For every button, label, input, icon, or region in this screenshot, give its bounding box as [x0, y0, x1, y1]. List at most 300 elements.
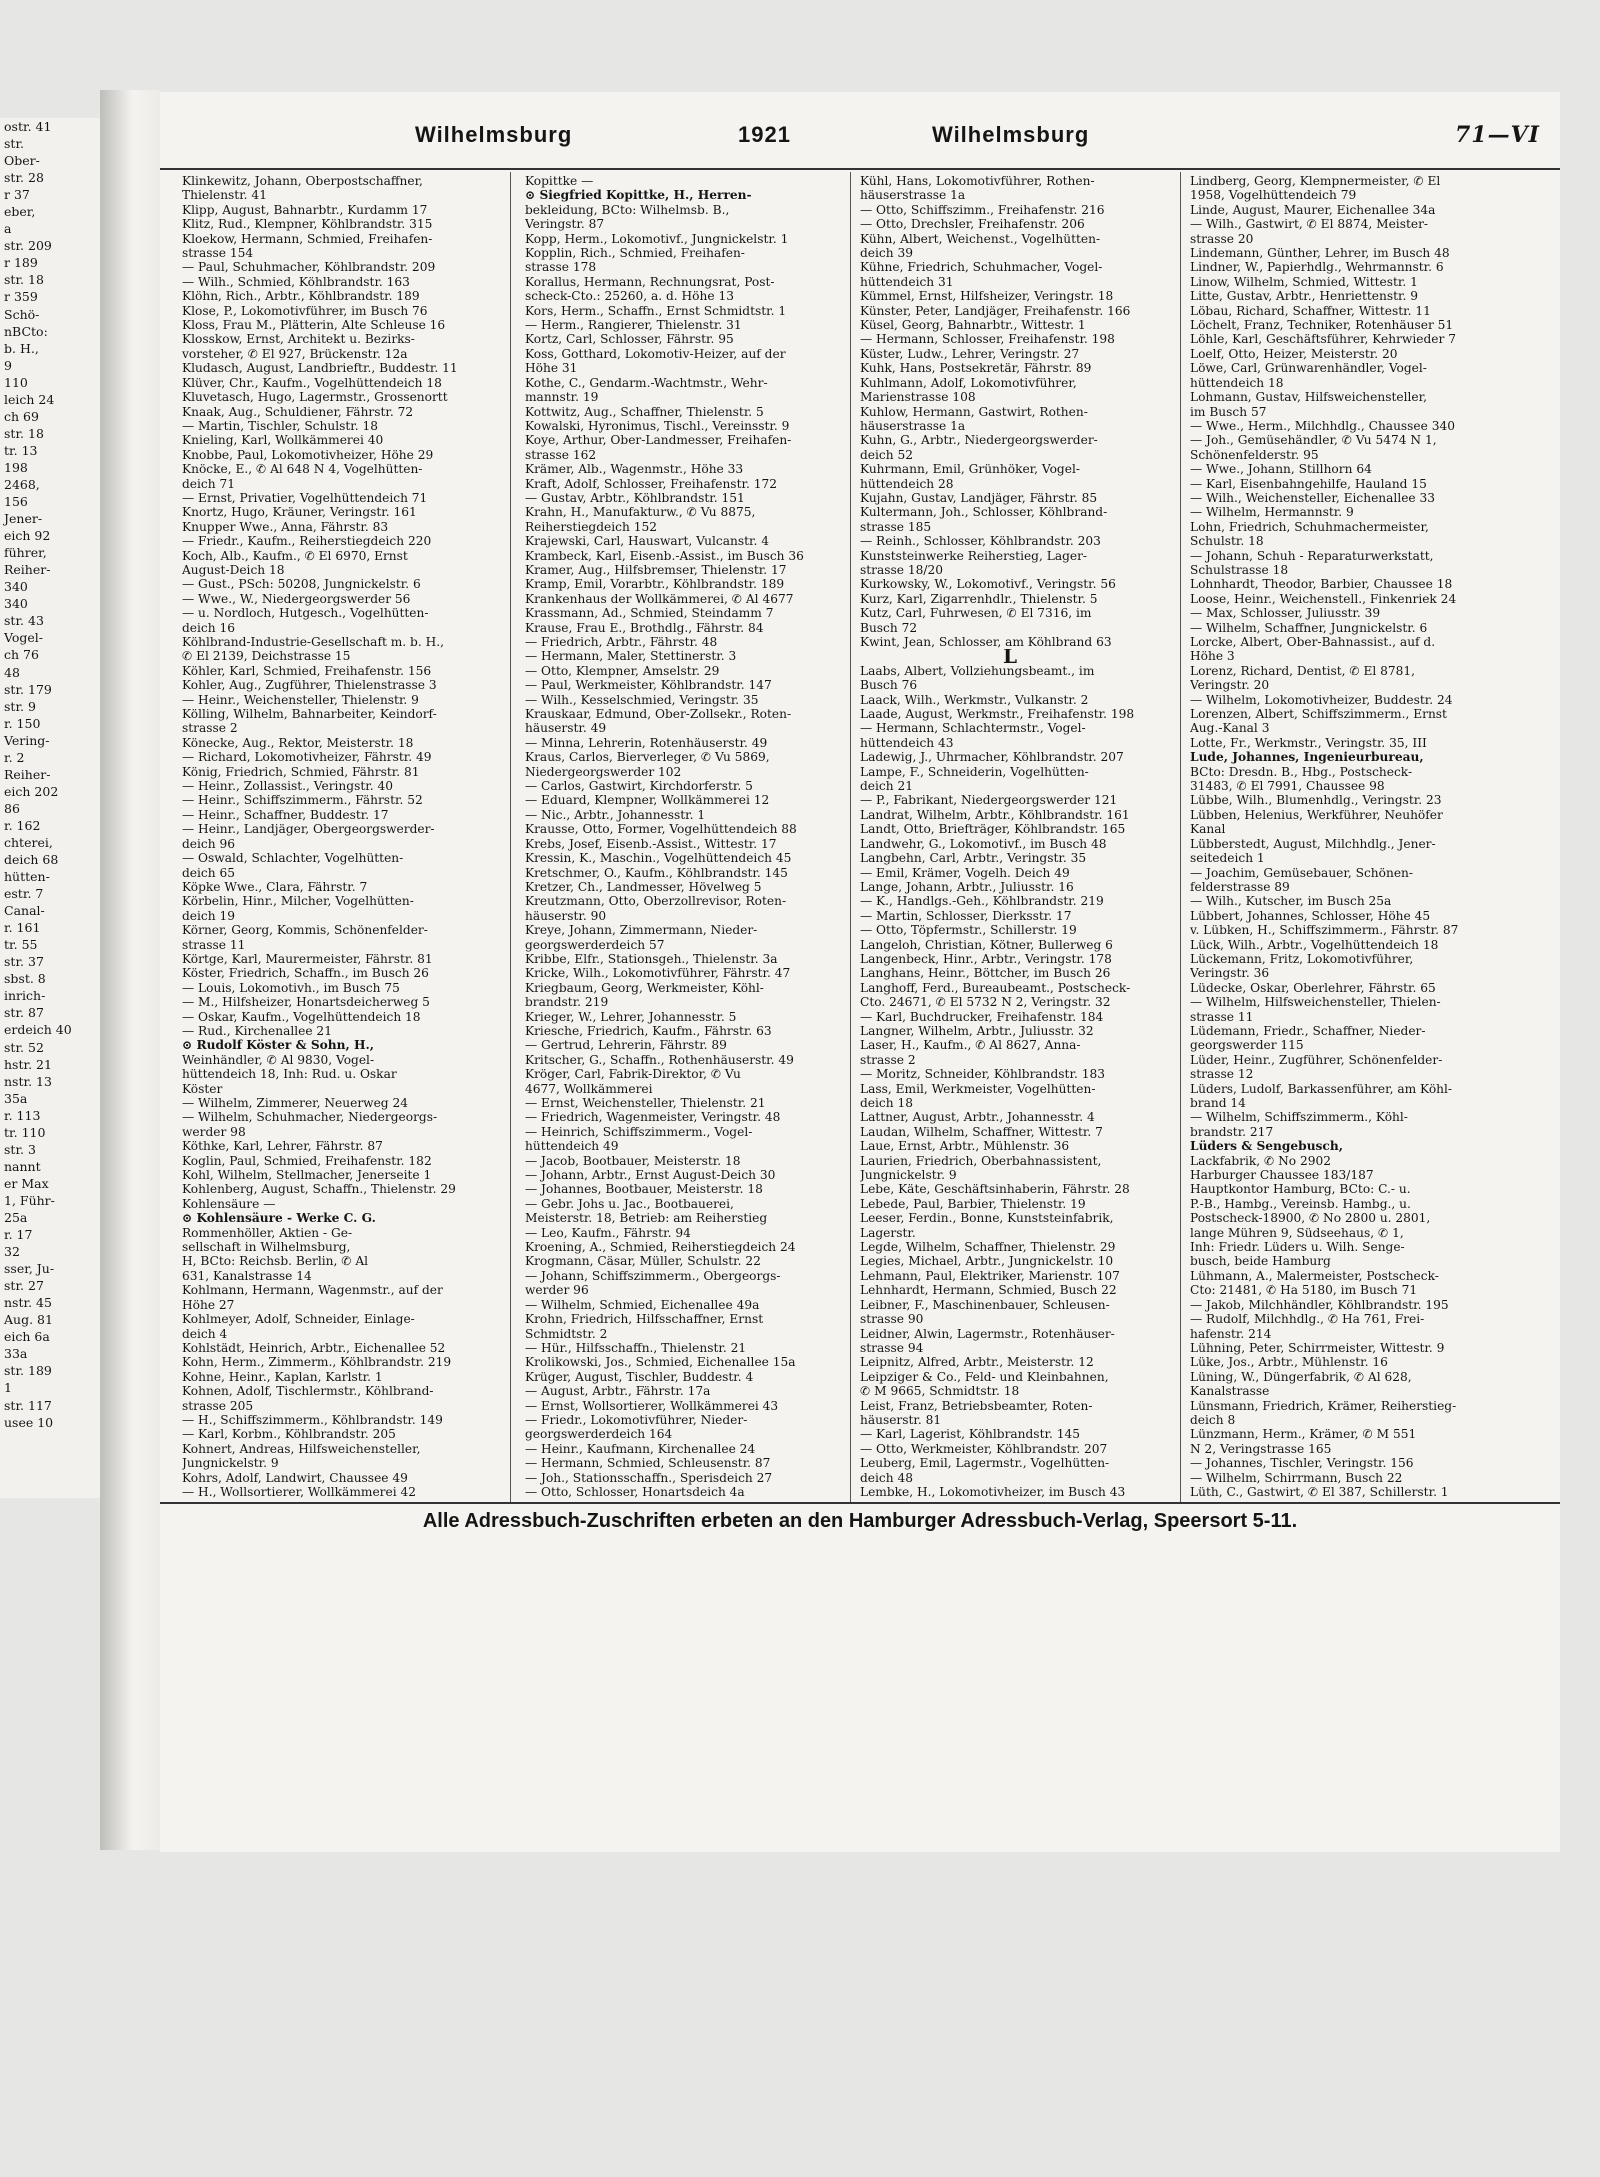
directory-entry-line: Lackfabrik, ✆ No 2902 — [1190, 1153, 1331, 1168]
directory-entry-line: strasse 205 — [182, 1398, 254, 1413]
directory-entry-line: deich 71 — [182, 476, 235, 491]
directory-entry-line: Kuhk, Hans, Postsekretär, Fährstr. 89 — [860, 361, 1092, 376]
directory-entry-line: Kultermann, Joh., Schlosser, Köhlbrand- — [860, 505, 1108, 520]
directory-entry-line: P.-B., Hambg., Vereinsb. Hambg., u. — [1190, 1196, 1411, 1211]
directory-entry-line: Reiherstiegdeich 152 — [525, 519, 657, 534]
directory-entry-line: — Hermann, Schmied, Schleusenstr. 87 — [525, 1456, 771, 1471]
directory-entry-line: felderstrasse 89 — [1190, 879, 1290, 894]
fragment-line: nannt — [4, 1158, 41, 1174]
directory-entry-line: hüttendeich 49 — [525, 1139, 619, 1154]
directory-entry-line: — Ernst, Wollsortierer, Wollkämmerei 43 — [525, 1398, 779, 1413]
directory-entry-line: scheck-Cto.: 25260, a. d. Höhe 13 — [525, 289, 734, 304]
directory-entry-line: — u. Nordloch, Hutgesch., Vogelhütten- — [182, 606, 429, 621]
directory-entry-line: Kohlenberg, August, Schaffn., Thielenstr. 29 — [182, 1182, 456, 1197]
header-left-title: Wilhelmsburg — [415, 122, 573, 147]
directory-entry-line: Leipziger & Co., Feld- und Kleinbahnen, — [860, 1369, 1109, 1384]
directory-entry-line: Lotte, Fr., Werkmstr., Veringstr. 35, III — [1190, 735, 1427, 750]
fragment-line: 340 — [4, 579, 28, 595]
directory-entry-line: seitedeich 1 — [1190, 851, 1265, 866]
fragment-line: 198 — [4, 459, 28, 475]
fragment-line: eber, — [4, 204, 36, 220]
directory-entry-line: Lohmann, Gustav, Hilfsweichensteller, — [1190, 390, 1427, 405]
directory-entry-line: Knöcke, E., ✆ Al 648 N 4, Vogelhütten- — [182, 462, 423, 477]
directory-entry-line: Kohlmann, Hermann, Wagenmstr., auf der — [182, 1283, 443, 1298]
directory-entry-line: Kretschmer, O., Kaufm., Köhlbrandstr. 145 — [525, 865, 788, 880]
directory-entry-line: bekleidung, BCto: Wilhelmsb. B., — [525, 202, 730, 217]
directory-entry-line: vorsteher, ✆ El 927, Brückenstr. 12a — [182, 346, 408, 361]
directory-entry-line: Lübberstedt, August, Milchhdlg., Jener- — [1190, 836, 1436, 851]
fragment-line: nBCto: — [4, 323, 48, 339]
directory-entry-line: Veringstr. 36 — [1190, 966, 1270, 981]
fragment-line: tr. 110 — [4, 1124, 46, 1140]
directory-entry-line: Lühmann, A., Malermeister, Postscheck- — [1190, 1268, 1439, 1283]
directory-entry-line: — Max, Schlosser, Juliusstr. 39 — [1190, 606, 1381, 621]
fragment-line: eich 202 — [4, 783, 59, 799]
fragment-line: er Max — [4, 1175, 49, 1191]
directory-entry-line: Lattner, August, Arbtr., Johannesstr. 4 — [860, 1110, 1095, 1125]
directory-entry-line: Loose, Heinr., Weichenstell., Finkenriek 24 — [1190, 591, 1457, 606]
header-rule — [160, 168, 1560, 170]
fragment-line: eich 6a — [4, 1329, 50, 1345]
directory-entry-line: Kluvetasch, Hugo, Lagermstr., Grossenortt — [182, 390, 448, 405]
directory-entry-line: Löbau, Richard, Schaffner, Wittestr. 11 — [1190, 303, 1431, 318]
directory-entry-line: Kölling, Wilhelm, Bahnarbeiter, Keindorf- — [182, 707, 437, 722]
directory-entry-line: mannstr. 19 — [525, 390, 599, 405]
directory-entry-line: Klüver, Chr., Kaufm., Vogelhüttendeich 18 — [182, 375, 442, 390]
directory-entry-line: v. Lübken, H., Schiffszimmerm., Fährstr. 87 — [1190, 923, 1459, 938]
directory-entry-line: ⊙ Rudolf Köster & Sohn, H., — [182, 1038, 374, 1053]
directory-entry-line: Krolikowski, Jos., Schmied, Eichenallee 15a — [525, 1355, 796, 1370]
directory-entry-line: hüttendeich 18, Inh: Rud. u. Oskar — [182, 1067, 397, 1082]
directory-entry-line: Köhler, Karl, Schmied, Freihafenstr. 156 — [182, 663, 432, 678]
fragment-line: inrich- — [4, 988, 46, 1004]
directory-entry-line: Kutz, Carl, Fuhrwesen, ✆ El 7316, im — [860, 606, 1092, 621]
directory-entry-line: — Moritz, Schneider, Köhlbrandstr. 183 — [860, 1067, 1105, 1082]
directory-entry-line: — Wilh., Schmied, Köhlbrandstr. 163 — [182, 274, 410, 289]
directory-entry-line: deich 19 — [182, 908, 235, 923]
directory-entry-line: werder 98 — [182, 1124, 246, 1139]
directory-entry-line: Kuhn, G., Arbtr., Niedergeorgswerder- — [860, 433, 1098, 448]
fragment-line: Canal- — [4, 903, 45, 919]
directory-entry-line: Krankenhaus der Wollkämmerei, ✆ Al 4677 — [525, 591, 794, 606]
directory-entry-line: Lorcke, Albert, Ober-Bahnassist., auf d. — [1190, 635, 1436, 649]
directory-entry-line: Lampe, F., Schneiderin, Vogelhütten- — [860, 764, 1089, 779]
directory-entry-line — [525, 1499, 825, 1500]
fragment-line: str. — [4, 136, 25, 152]
fragment-line: 9 — [4, 357, 12, 373]
directory-entry-line: Kraus, Carlos, Bierverleger, ✆ Vu 5869, — [525, 750, 770, 765]
directory-entry-line: Krämer, Alb., Wagenmstr., Höhe 33 — [525, 462, 744, 477]
directory-entry-line: Leeser, Ferdin., Bonne, Kunststeinfabrik, — [860, 1211, 1114, 1226]
directory-entry-line: — Friedr., Lokomotivführer, Nieder- — [525, 1412, 748, 1427]
directory-entry-line: — Wilhelm, Schmied, Eichenallee 49a — [525, 1297, 760, 1312]
fragment-line: tr. 55 — [4, 937, 38, 953]
column-1 — [182, 174, 482, 1500]
column-2 — [525, 174, 825, 1500]
directory-entry-line: Lüke, Jos., Arbtr., Mühlenstr. 16 — [1190, 1355, 1388, 1370]
directory-entry-line: Loelf, Otto, Heizer, Meisterstr. 20 — [1190, 346, 1398, 361]
directory-entry-line: — Heinr., Landjäger, Obergeorgswerder- — [182, 822, 435, 837]
directory-entry-line: Laurien, Friedrich, Oberbahnassistent, — [860, 1153, 1102, 1168]
fragment-line: a — [4, 221, 12, 237]
directory-entry-line: Langhoff, Ferd., Bureaubeamt., Postscheck- — [860, 980, 1131, 995]
directory-entry-line: — Heinr., Kaufmann, Kirchenallee 24 — [525, 1441, 756, 1456]
directory-entry-line: Lüder, Heinr., Zugführer, Schönenfelder- — [1190, 1052, 1443, 1067]
column-divider — [850, 172, 851, 1502]
directory-entry-line: brandstr. 219 — [525, 995, 609, 1010]
directory-entry-line: — Otto, Drechsler, Freihafenstr. 206 — [860, 217, 1085, 232]
directory-entry-line: — Wilh., Kutscher, im Busch 25a — [1190, 894, 1392, 909]
directory-entry-line: — August, Arbtr., Fährstr. 17a — [525, 1384, 711, 1399]
directory-entry-line: Lünsmann, Friedrich, Krämer, Reiherstieg- — [1190, 1398, 1457, 1413]
directory-entry-line: — Wwe., W., Niedergeorgswerder 56 — [182, 591, 411, 606]
directory-entry-line: — Minna, Lehrerin, Rotenhäuserstr. 49 — [525, 735, 768, 750]
directory-entry-line: häuserstr. 81 — [860, 1412, 942, 1427]
directory-entry-line: Kohlensäure — — [182, 1196, 276, 1211]
directory-entry-line: Köster — [182, 1081, 223, 1096]
directory-entry-line: Postscheck-18900, ✆ No 2800 u. 2801, — [1190, 1211, 1431, 1226]
directory-entry-line: Kothe, C., Gendarm.-Wachtmstr., Wehr- — [525, 375, 768, 390]
page-footer: Alle Adressbuch-Zuschriften erbeten an den Hamburger Adressbuch-Verlag, Speersort 5-11. — [422, 1510, 1298, 1532]
directory-entry-line: Lindberg, Georg, Klempnermeister, ✆ El — [1190, 174, 1441, 188]
directory-entry-line: Kohrs, Adolf, Landwirt, Chaussee 49 — [182, 1470, 408, 1485]
directory-entry-line: Langbehn, Carl, Arbtr., Veringstr. 35 — [860, 851, 1087, 866]
fragment-line: 32 — [4, 1244, 20, 1260]
directory-entry-line: Lühning, Peter, Schirrmeister, Wittestr. 9 — [1190, 1340, 1445, 1355]
directory-entry-line: — Karl, Buchdrucker, Freihafenstr. 184 — [860, 1009, 1104, 1024]
directory-entry-line — [860, 1499, 1160, 1500]
directory-entry-line: im Busch 57 — [1190, 404, 1267, 419]
fragment-line: usee 10 — [4, 1414, 54, 1430]
fragment-line: str. 87 — [4, 1005, 44, 1021]
directory-entry-line: Küsel, Georg, Bahnarbtr., Wittestr. 1 — [860, 318, 1086, 333]
directory-entry-line: deich 4 — [182, 1326, 228, 1341]
directory-entry-line: — Louis, Lokomotivh., im Busch 75 — [182, 980, 400, 995]
directory-entry-line: Landt, Otto, Briefträger, Köhlbrandstr. 165 — [860, 822, 1126, 837]
directory-entry-line: — Friedr., Kaufm., Reiherstiegdeich 220 — [182, 534, 432, 549]
directory-entry-line: — H., Schiffszimmerm., Köhlbrandstr. 149 — [182, 1412, 443, 1427]
fragment-line: r 359 — [4, 289, 38, 305]
fragment-line: str. 18 — [4, 272, 44, 288]
directory-entry-line: Kloekow, Hermann, Schmied, Freihafen- — [182, 231, 433, 246]
directory-entry-line: — Wilhelm, Hermannstr. 9 — [1190, 505, 1354, 520]
directory-entry-line: Klöhn, Rich., Arbtr., Köhlbrandstr. 189 — [182, 289, 420, 304]
fragment-line: str. 209 — [4, 238, 52, 254]
directory-entry-line: Höhe 27 — [182, 1297, 235, 1312]
fragment-line: ostr. 41 — [4, 119, 52, 134]
directory-entry-line: Leibner, F., Maschinenbauer, Schleusen- — [860, 1297, 1110, 1312]
directory-entry-line: Lünzmann, Herm., Krämer, ✆ M 551 — [1190, 1427, 1417, 1442]
directory-entry-line: Kühne, Friedrich, Schuhmacher, Vogel- — [860, 260, 1103, 275]
fragment-line: 2468, — [4, 476, 40, 492]
directory-entry-line: Lehnhardt, Hermann, Schmied, Busch 22 — [860, 1283, 1117, 1298]
directory-entry-line: Kopittke — — [525, 174, 594, 188]
fragment-line: Aug. 81 — [4, 1312, 53, 1328]
directory-entry-line: Kroening, A., Schmied, Reiherstiegdeich 24 — [525, 1240, 796, 1255]
directory-entry-line: — Wilhelm, Schaffner, Jungnickelstr. 6 — [1190, 620, 1428, 635]
footer-rule — [160, 1502, 1560, 1504]
directory-entry-line: Langeloh, Christian, Kötner, Bullerweg 6 — [860, 937, 1113, 952]
directory-entry-line: Krausse, Otto, Former, Vogelhüttendeich 88 — [525, 822, 797, 837]
directory-entry-line: Weinhändler, ✆ Al 9830, Vogel- — [182, 1052, 375, 1067]
directory-entry-line: 631, Kanalstrasse 14 — [182, 1268, 312, 1283]
directory-entry-line: 4677, Wollkämmerei — [525, 1081, 653, 1096]
directory-entry-line: Legies, Michael, Arbtr., Jungnickelstr. 10 — [860, 1254, 1114, 1269]
fragment-line: str. 52 — [4, 1039, 44, 1055]
directory-entry-line: Lück, Wilh., Arbtr., Vogelhüttendeich 18 — [1190, 937, 1439, 952]
directory-entry-line: Jungnickelstr. 9 — [182, 1456, 279, 1471]
fragment-line: 1, Führ- — [4, 1192, 55, 1208]
directory-entry-line: Koch, Alb., Kaufm., ✆ El 6970, Ernst — [182, 548, 408, 563]
directory-entry-line: BCto: Dresdn. B., Hbg., Postscheck- — [1190, 764, 1413, 779]
directory-entry-line: Kors, Herm., Schaffn., Ernst Schmidtstr. 1 — [525, 303, 787, 318]
adjacent-page-fragment — [0, 118, 102, 1498]
fragment-line: r. 2 — [4, 749, 25, 765]
directory-entry-line: — Wilhelm, Schiffszimmerm., Köhl- — [1190, 1110, 1408, 1125]
directory-entry-line: Knieling, Karl, Wollkämmerei 40 — [182, 433, 384, 448]
directory-entry-line: Kohn, Herm., Zimmerm., Köhlbrandstr. 219 — [182, 1355, 452, 1370]
fragment-line: 35a — [4, 1090, 28, 1106]
directory-entry-line: Kohlstädt, Heinrich, Arbtr., Eichenallee 52 — [182, 1340, 446, 1355]
column-divider — [510, 172, 511, 1502]
directory-entry-line: Kanal — [1190, 822, 1226, 837]
directory-entry-line: strasse 2 — [860, 1052, 916, 1067]
directory-entry-line: Knupper Wwe., Anna, Fährstr. 83 — [182, 519, 389, 534]
directory-entry-line: Lüning, W., Düngerfabrik, ✆ Al 628, — [1190, 1369, 1412, 1384]
directory-entry-line: — Heinr., Zollassist., Veringstr. 40 — [182, 779, 393, 794]
directory-entry-line: Löhle, Karl, Geschäftsführer, Kehrwieder 7 — [1190, 332, 1456, 347]
directory-entry-line: Veringstr. 87 — [525, 217, 605, 232]
directory-entry-line: — Johannes, Tischler, Veringstr. 156 — [1190, 1456, 1414, 1471]
directory-entry-line: Krohn, Friedrich, Hilfsschaffner, Ernst — [525, 1312, 764, 1327]
fragment-line: 110 — [4, 374, 28, 390]
directory-entry-line: Kriegbaum, Georg, Werkmeister, Köhl- — [525, 980, 764, 995]
fragment-line: sbst. 8 — [4, 971, 46, 987]
column-4 — [1190, 174, 1510, 1500]
directory-entry-line: Thielenstr. 41 — [182, 188, 267, 203]
directory-entry-line: — Heinrich, Schiffszimmerm., Vogel- — [525, 1124, 753, 1139]
directory-entry-line: Leidner, Alwin, Lagermstr., Rotenhäuser- — [860, 1326, 1115, 1341]
fragment-line: 25a — [4, 1210, 28, 1225]
directory-entry-line: Krambeck, Karl, Eisenb.-Assist., im Busch 36 — [525, 548, 804, 563]
directory-entry-line: strasse 20 — [1190, 231, 1254, 246]
directory-entry-line: — Johann, Schiffszimmerm., Obergeorgs- — [525, 1268, 781, 1283]
directory-entry-line: Kümmel, Ernst, Hilfsheizer, Veringstr. 18 — [860, 289, 1114, 304]
directory-entry-line: Leist, Franz, Betriebsbeamter, Roten- — [860, 1398, 1093, 1413]
directory-entry-line: Knobbe, Paul, Lokomotivheizer, Höhe 29 — [182, 447, 434, 462]
directory-entry-line: Krause, Frau E., Brothdlg., Fährstr. 84 — [525, 620, 764, 635]
fragment-line: Vering- — [4, 732, 50, 748]
directory-entry-line: — Jacob, Bootbauer, Meisterstr. 18 — [525, 1153, 741, 1168]
directory-entry-line: Kanalstrasse — [1190, 1384, 1270, 1399]
directory-entry-line: strasse 94 — [860, 1340, 924, 1355]
directory-entry-line: — Herm., Rangierer, Thielenstr. 31 — [525, 318, 742, 333]
directory-entry-line: deich 18 — [860, 1096, 913, 1110]
fragment-line: r. 161 — [4, 920, 41, 936]
directory-entry-line: Linow, Wilhelm, Schmied, Wittestr. 1 — [1190, 274, 1418, 289]
directory-entry-line: Kühn, Albert, Weichenst., Vogelhütten- — [860, 231, 1101, 246]
directory-entry-line: — Johann, Arbtr., Ernst August-Deich 30 — [525, 1168, 776, 1183]
directory-entry-line: Lückemann, Fritz, Lokomotivführer, — [1190, 951, 1414, 966]
directory-entry-line: Kriesche, Friedrich, Kaufm., Fährstr. 63 — [525, 1023, 772, 1038]
directory-entry-line: Busch 72 — [860, 620, 918, 635]
directory-entry-line: strasse 154 — [182, 246, 254, 261]
fragment-line: str. 43 — [4, 613, 44, 629]
directory-entry-line: — Hermann, Maler, Stettinerstr. 3 — [525, 649, 737, 664]
fragment-line: r. 17 — [4, 1227, 33, 1243]
fragment-line: erdeich 40 — [4, 1022, 72, 1038]
directory-entry-line: — Otto, Töpfermstr., Schillerstr. 19 — [860, 923, 1077, 938]
directory-entry-line: Höhe 31 — [525, 361, 578, 376]
fragment-line: ch 76 — [4, 647, 39, 663]
directory-entry-line: Körner, Georg, Kommis, Schönenfelder- — [182, 923, 428, 938]
directory-entry-line: — Heinr., Schiffszimmerm., Fährstr. 52 — [182, 793, 423, 808]
fragment-line: str. 9 — [4, 698, 36, 714]
directory-entry-line: hüttendeich 28 — [860, 476, 954, 491]
directory-entry-line: Krogmann, Cäsar, Müller, Schulstr. 22 — [525, 1254, 761, 1269]
directory-entry-line: Kreye, Johann, Zimmermann, Nieder- — [525, 923, 758, 938]
fragment-line: eich 92 — [4, 528, 51, 544]
directory-entry-line: Marienstrasse 108 — [860, 390, 976, 405]
directory-entry-line: — Ernst, Weichensteller, Thielenstr. 21 — [525, 1096, 766, 1110]
directory-entry-line: — Heinr., Weichensteller, Thielenstr. 9 — [182, 692, 419, 707]
directory-entry-line: Kohlmeyer, Adolf, Schneider, Einlage- — [182, 1312, 415, 1327]
directory-entry-line: Lindner, W., Papierhdlg., Wehrmannstr. 6 — [1190, 260, 1444, 275]
fragment-line: str. 3 — [4, 1141, 36, 1157]
page-header — [160, 122, 1560, 162]
fragment-line: r. 113 — [4, 1107, 41, 1123]
directory-entry-line: Legde, Wilhelm, Schaffner, Thielenstr. 29 — [860, 1240, 1116, 1255]
directory-entry-line: — Hür., Hilfsschaffn., Thielenstr. 21 — [525, 1340, 747, 1355]
directory-entry-line: Lohnhardt, Theodor, Barbier, Chaussee 18 — [1190, 577, 1453, 592]
header-year: 1921 — [738, 122, 791, 147]
directory-entry-line: — Friedrich, Arbtr., Fährstr. 48 — [525, 635, 718, 649]
directory-entry-line: werder 96 — [525, 1283, 589, 1298]
directory-entry-line: — H., Wollsortierer, Wollkämmerei 42 — [182, 1484, 416, 1499]
directory-entry-line: — Emil, Krämer, Vogelh. Deich 49 — [860, 865, 1070, 880]
directory-entry-line: Kludasch, August, Landbrieftr., Buddestr. 11 — [182, 361, 458, 376]
directory-entry-line: Körtge, Karl, Maurermeister, Fährstr. 81 — [182, 951, 433, 966]
fragment-line: leich 24 — [4, 391, 55, 407]
directory-entry-line: Langenbeck, Hinr., Arbtr., Veringstr. 178 — [860, 951, 1112, 966]
directory-entry-line: — Hermann, Schlosser, Freihafenstr. 198 — [860, 332, 1115, 347]
directory-entry-line: Lange, Johann, Arbtr., Juliusstr. 16 — [860, 879, 1074, 894]
directory-entry-line: H, BCto: Reichsb. Berlin, ✆ Al — [182, 1254, 369, 1269]
directory-entry-line: Kressin, K., Maschin., Vogelhüttendeich 45 — [525, 851, 792, 866]
directory-entry-line: Langhans, Heinr., Böttcher, im Busch 26 — [860, 966, 1111, 981]
directory-entry-line: Krieger, W., Lehrer, Johannesstr. 5 — [525, 1009, 737, 1024]
fragment-line: ch 69 — [4, 408, 39, 424]
directory-entry-line: Lebe, Käte, Geschäftsinhaberin, Fährstr. 28 — [860, 1182, 1130, 1197]
directory-entry-line: — Eduard, Klempner, Wollkämmerei 12 — [525, 793, 770, 808]
directory-entry-line: — Leo, Kaufm., Fährstr. 94 — [525, 1225, 691, 1240]
fragment-line: str. 18 — [4, 425, 44, 441]
directory-entry-line: Laack, Wilh., Werkmstr., Vulkanstr. 2 — [860, 692, 1089, 707]
directory-entry-line: — Wwe., Herm., Milchhdlg., Chaussee 340 — [1190, 418, 1455, 433]
directory-entry-line: — Johannes, Bootbauer, Meisterstr. 18 — [525, 1182, 763, 1197]
directory-entry-line: Lude, Johannes, Ingenieurbureau, — [1190, 750, 1424, 765]
directory-entry-line: strasse 90 — [860, 1312, 924, 1327]
directory-entry-line: häuserstr. 90 — [525, 908, 607, 923]
fragment-line: Reiher- — [4, 562, 51, 578]
directory-entry-line: Rommenhöller, Aktien - Ge- — [182, 1225, 353, 1240]
directory-entry-line: Koglin, Paul, Schmied, Freihafenstr. 182 — [182, 1153, 432, 1168]
directory-entry-line: georgswerderdeich 164 — [525, 1427, 673, 1442]
directory-entry-line: Köpke Wwe., Clara, Fährstr. 7 — [182, 879, 368, 894]
directory-entry-line: — Hermann, Schlachtermstr., Vogel- — [860, 721, 1086, 736]
directory-entry-line: Korallus, Hermann, Rechnungsrat, Post- — [525, 274, 775, 289]
directory-entry-line: — Carlos, Gastwirt, Kirchdorferstr. 5 — [525, 779, 753, 794]
directory-entry-line: Kramer, Aug., Hilfsbremser, Thielenstr. 17 — [525, 562, 787, 577]
directory-entry-line: strasse 2 — [182, 721, 238, 736]
directory-entry-line: Lüders, Ludolf, Barkassenführer, am Köhl- — [1190, 1081, 1453, 1096]
directory-entry-line: — Rudolf, Milchhdlg., ✆ Ha 761, Frei- — [1190, 1312, 1425, 1327]
directory-entry-line: strasse 11 — [1190, 1009, 1254, 1024]
directory-entry-line: lange Mühren 9, Südseehaus, ✆ 1, — [1190, 1225, 1404, 1240]
directory-entry-line: Kuhrmann, Emil, Grünhöker, Vogel- — [860, 462, 1080, 477]
directory-entry-line: Lübben, Helenius, Werkführer, Neuhöfer — [1190, 807, 1443, 822]
directory-entry-line: Kröger, Carl, Fabrik-Direktor, ✆ Vu — [525, 1067, 741, 1082]
directory-entry-line: Kretzer, Ch., Landmesser, Hövelweg 5 — [525, 879, 762, 894]
directory-entry-line: Leuberg, Emil, Lagermstr., Vogelhütten- — [860, 1456, 1110, 1471]
directory-entry-line: deich 65 — [182, 865, 235, 880]
directory-entry-line: — Wilhelm, Schuhmacher, Niedergeorgs- — [182, 1110, 438, 1125]
directory-entry-line: deich 96 — [182, 836, 235, 851]
directory-entry-line: deich 8 — [1190, 1412, 1236, 1427]
directory-entry-line: ⊙ Siegfried Kopittke, H., Herren- — [525, 188, 752, 203]
directory-entry-line: Köhlbrand-Industrie-Gesellschaft m. b. H., — [182, 635, 444, 649]
fragment-line: str. 189 — [4, 1363, 52, 1379]
directory-entry-line: Kohl, Wilhelm, Stellmacher, Jenerseite 1 — [182, 1168, 432, 1183]
directory-entry-line: hafenstr. 214 — [1190, 1326, 1272, 1341]
directory-entry-line: Langner, Wilhelm, Arbtr., Juliusstr. 32 — [860, 1023, 1094, 1038]
directory-entry-line: Landrat, Wilhelm, Arbtr., Köhlbrandstr. 161 — [860, 807, 1130, 822]
directory-entry-line: Löchelt, Franz, Techniker, Rotenhäuser 51 — [1190, 318, 1454, 333]
directory-entry-line: strasse 12 — [1190, 1067, 1254, 1082]
directory-entry-line: Niedergeorgswerder 102 — [525, 764, 682, 779]
directory-entry-line: Kurkowsky, W., Lokomotivf., Veringstr. 56 — [860, 577, 1116, 592]
directory-entry-line: Landwehr, G., Lokomotivf., im Busch 48 — [860, 836, 1107, 851]
column-divider — [1180, 172, 1181, 1502]
directory-entry-line: — Oskar, Kaufm., Vogelhüttendeich 18 — [182, 1009, 421, 1024]
directory-entry-line: — Karl, Korbm., Köhlbrandstr. 205 — [182, 1427, 396, 1442]
directory-entry-line: — Oswald, Schlachter, Vogelhütten- — [182, 851, 404, 866]
directory-entry-line: Kohnen, Adolf, Tischlermstr., Köhlbrand- — [182, 1384, 434, 1399]
directory-entry-line: ⊙ Kohlensäure - Werke C. G. — [182, 1211, 376, 1226]
directory-entry-line: deich 48 — [860, 1470, 913, 1485]
directory-entry-line: Laser, H., Kaufm., ✆ Al 8627, Anna- — [860, 1038, 1081, 1053]
directory-entry-line: hüttendeich 18 — [1190, 375, 1284, 390]
fragment-line: b. H., — [4, 340, 39, 356]
directory-entry-line: Krahn, H., Manufakturw., ✆ Vu 8875, — [525, 505, 756, 520]
directory-entry-line: deich 52 — [860, 447, 913, 462]
fragment-line: 48 — [4, 664, 20, 680]
directory-entry-line: — Gebr. Johs u. Jac., Bootbauerei, — [525, 1196, 734, 1211]
directory-entry-line: Krassmann, Ad., Schmied, Steindamm 7 — [525, 606, 774, 621]
directory-entry-line: — Friedrich, Wagenmeister, Veringstr. 48 — [525, 1110, 781, 1125]
directory-entry-line: 31483, ✆ El 7991, Chaussee 98 — [1190, 779, 1385, 794]
section-letter: L — [1002, 649, 1018, 664]
directory-entry-line: Cto. 24671, ✆ El 5732 N 2, Veringstr. 32 — [860, 995, 1111, 1010]
directory-entry-line: Kühl, Hans, Lokomotivführer, Rothen- — [860, 174, 1095, 188]
directory-page — [160, 92, 1560, 1852]
directory-entry-line: Lohn, Friedrich, Schuhmachermeister, — [1190, 519, 1429, 534]
fragment-line: Schö- — [4, 306, 40, 322]
directory-entry-line: — Martin, Schlosser, Dierksstr. 17 — [860, 908, 1072, 923]
directory-entry-line: Löwe, Carl, Grünwarenhändler, Vogel- — [1190, 361, 1427, 376]
directory-entry-line: — Gertrud, Lehrerin, Fährstr. 89 — [525, 1038, 727, 1053]
directory-entry-line: deich 39 — [860, 246, 913, 261]
